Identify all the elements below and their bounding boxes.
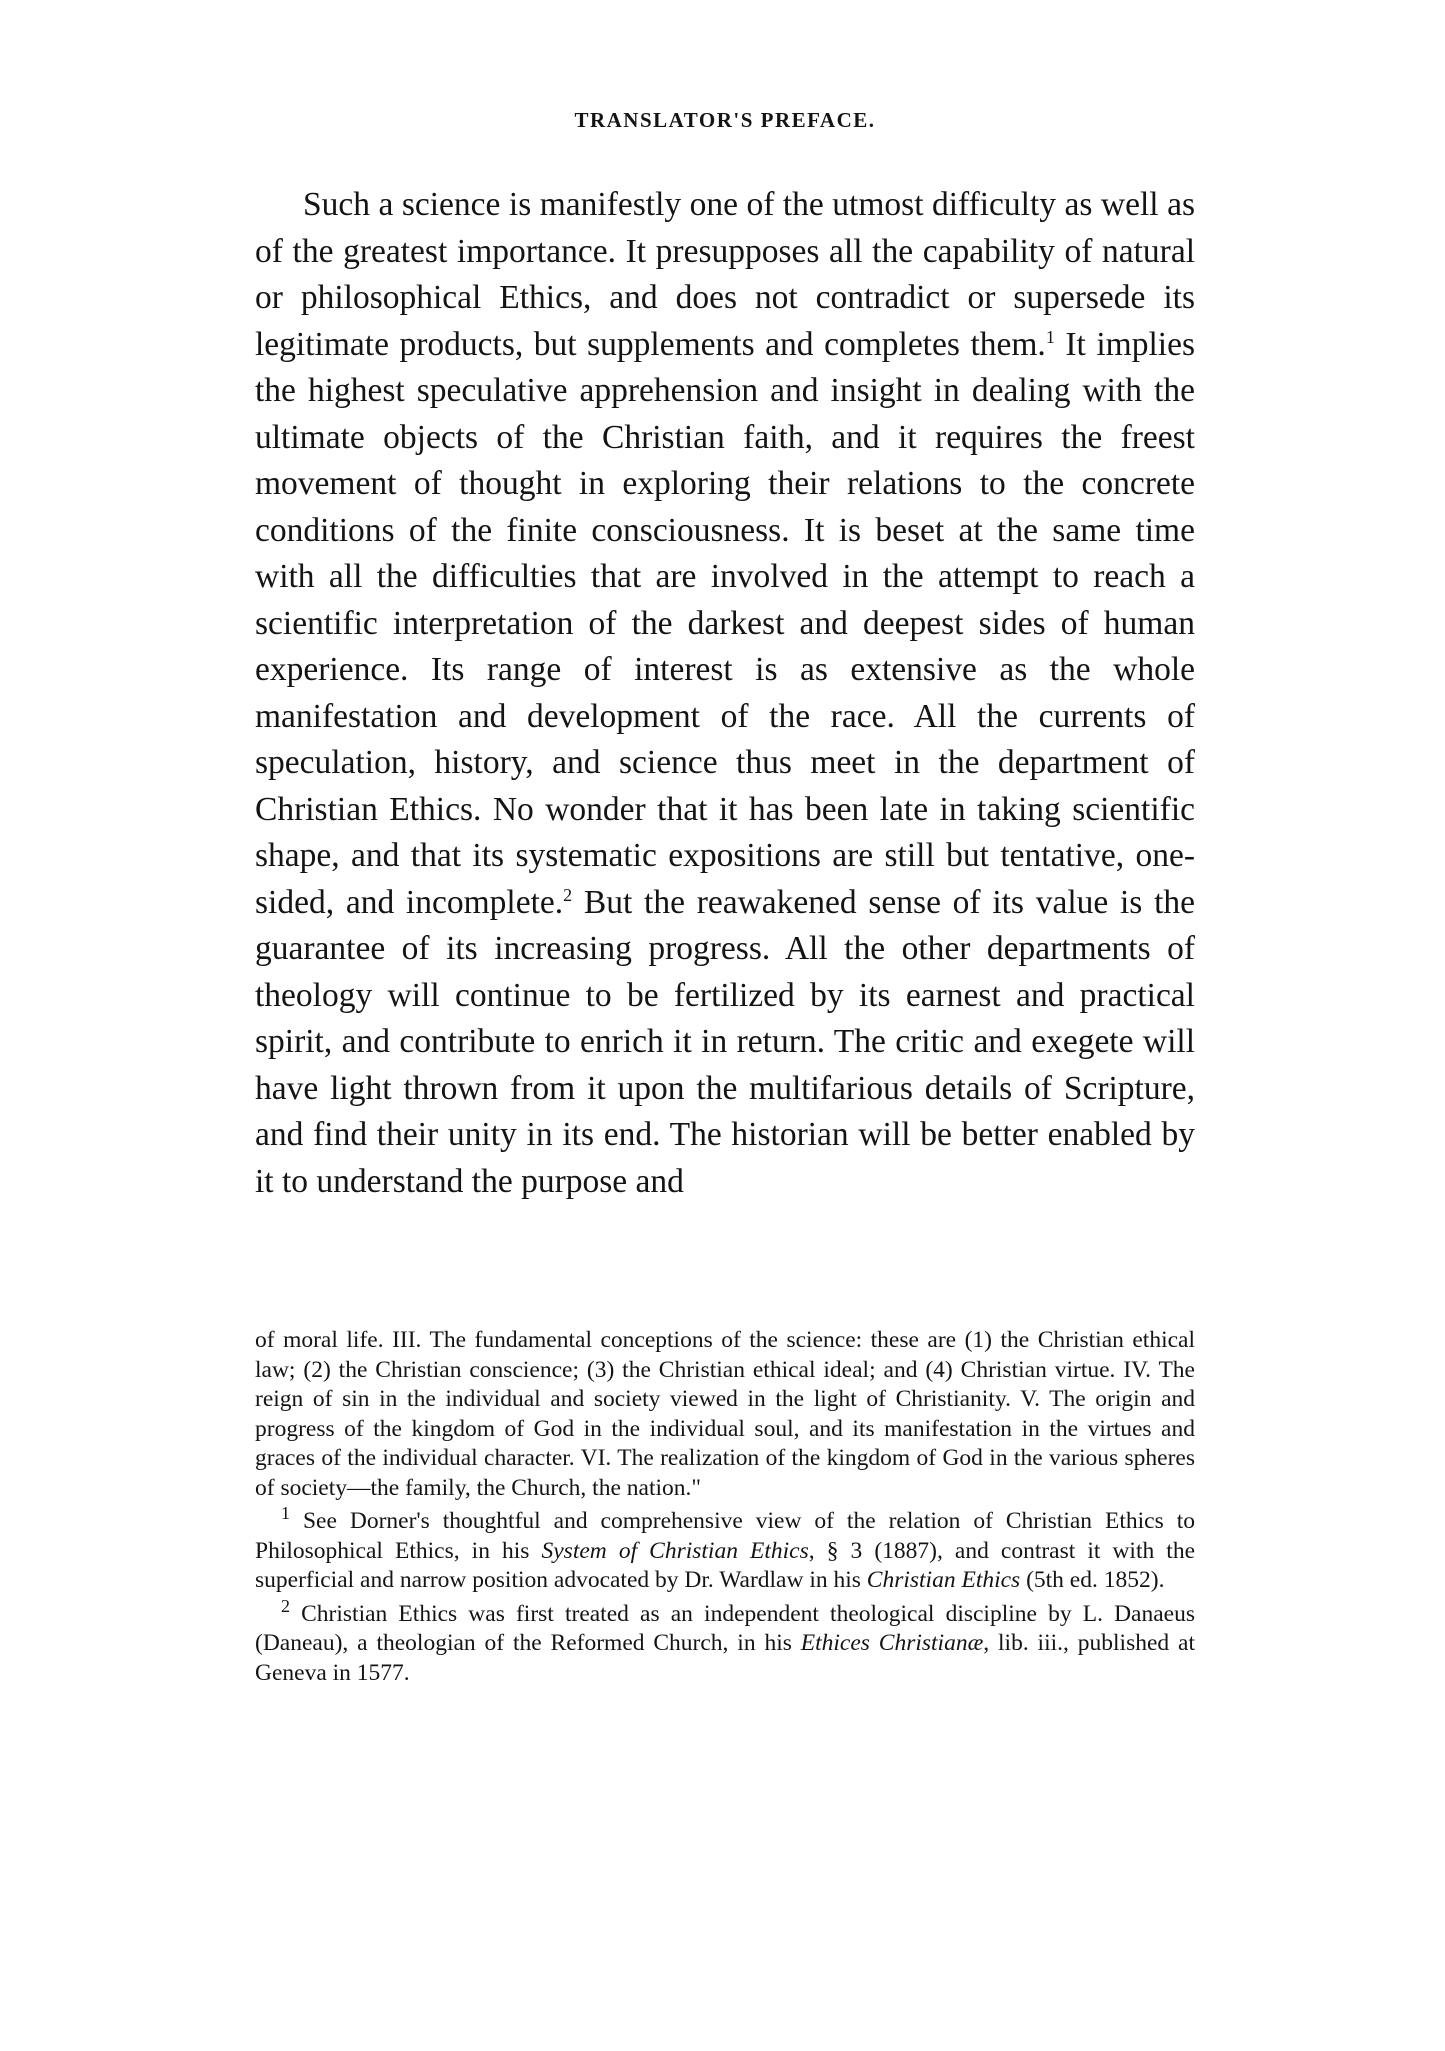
footnote-2-text-a: Christian Ethics was first treated as an independent theological discipline by L. Danaeus (Daneau), a theologian of the Reformed Church, in his (255, 1600, 1195, 1656)
body-text-part-1: Such a science is manifestly one of the utmost difficulty as well as of the greatest importance. It presupposes all the capability of natural or philosophical Ethics, and does not contradict or supersede its legitimate products, but supplements and completes them. (255, 186, 1195, 363)
footnote-1-title-a: System of Christian Ethics (541, 1537, 809, 1564)
footnote-2 (255, 1595, 1195, 1689)
footnote-continuation: of moral life. III. The fundamental conceptions of the science: these are (1) the Christian ethical law; (2) the Christian conscience; (3) the Christian ethical ideal; and (4) Christian virtue. IV. The reign of sin in the individual and society viewed in the light of Christianity. V. The origin and progress of the kingdom of God in the individual soul, and its manifestation in the virtues and graces of the individual character. VI. The realization of the kingdom of God in the various spheres of society—the family, the Church, the nation." (255, 1327, 1195, 1501)
body-text-part-2: It implies the highest speculative apprehension and insight in dealing with the ultimate objects of the Christian faith, and it requires the freest movement of thought in exploring their relations to the concrete conditions of the finite consciousness. It is beset at the same time with all the difficulties that are involved in the attempt to reach a scientific interpretation of the darkest and deepest sides of human experience. Its range of interest is as extensive as the whole manifestation and development of the race. All the currents of speculation, history, and science thus meet in the department of Christian Ethics. No wonder that it has been late in taking scientific shape, and that its systematic expositions are still but tentative, one-sided, and incomplete. (255, 325, 1196, 921)
footnote-1-text-a: See Dorner's thoughtful and comprehensive view of the relation of Christian Ethics to Philosophical Ethics, in his (255, 1508, 1195, 1564)
footnote-1-mark: 1 (281, 1503, 290, 1524)
footnote-2-title-a: Ethices Christianæ (800, 1630, 984, 1656)
body-text-part-3: But the reawakened sense of its value is the guarantee of its increasing progress. All the other departments of theology will continue to be fertilized by its earnest and practical spirit, and contribute to enrich it in return. The critic and exegete will have light thrown from it upon the multifarious details of Scripture, and find their unity in its end. The historian will be better enabled by it to understand the purpose and (255, 883, 1195, 1200)
footnotes (255, 1326, 1195, 1688)
book-page (255, 0, 1195, 2051)
body-paragraph (255, 182, 1195, 1205)
body-text-block (255, 182, 1195, 1205)
footnote-1-title-b: Christian Ethics (866, 1567, 1021, 1593)
footnote-ref-2: 2 (563, 884, 573, 905)
footnote-1-text-c: (5th ed. 1852). (1020, 1567, 1165, 1593)
footnote-1 (255, 1503, 1196, 1596)
footnote-ref-1: 1 (1045, 326, 1055, 347)
running-head: TRANSLATOR'S PREFACE. (574, 108, 876, 132)
footnote-2-text-b: , lib. iii., published at Geneva in 1577. (255, 1630, 1195, 1686)
footnote-1-text-b: , § 3 (1887), and contrast it with the superficial and narrow position advocated by Dr. Wardlaw in his (255, 1537, 1196, 1593)
footnote-2-mark: 2 (281, 1595, 290, 1616)
